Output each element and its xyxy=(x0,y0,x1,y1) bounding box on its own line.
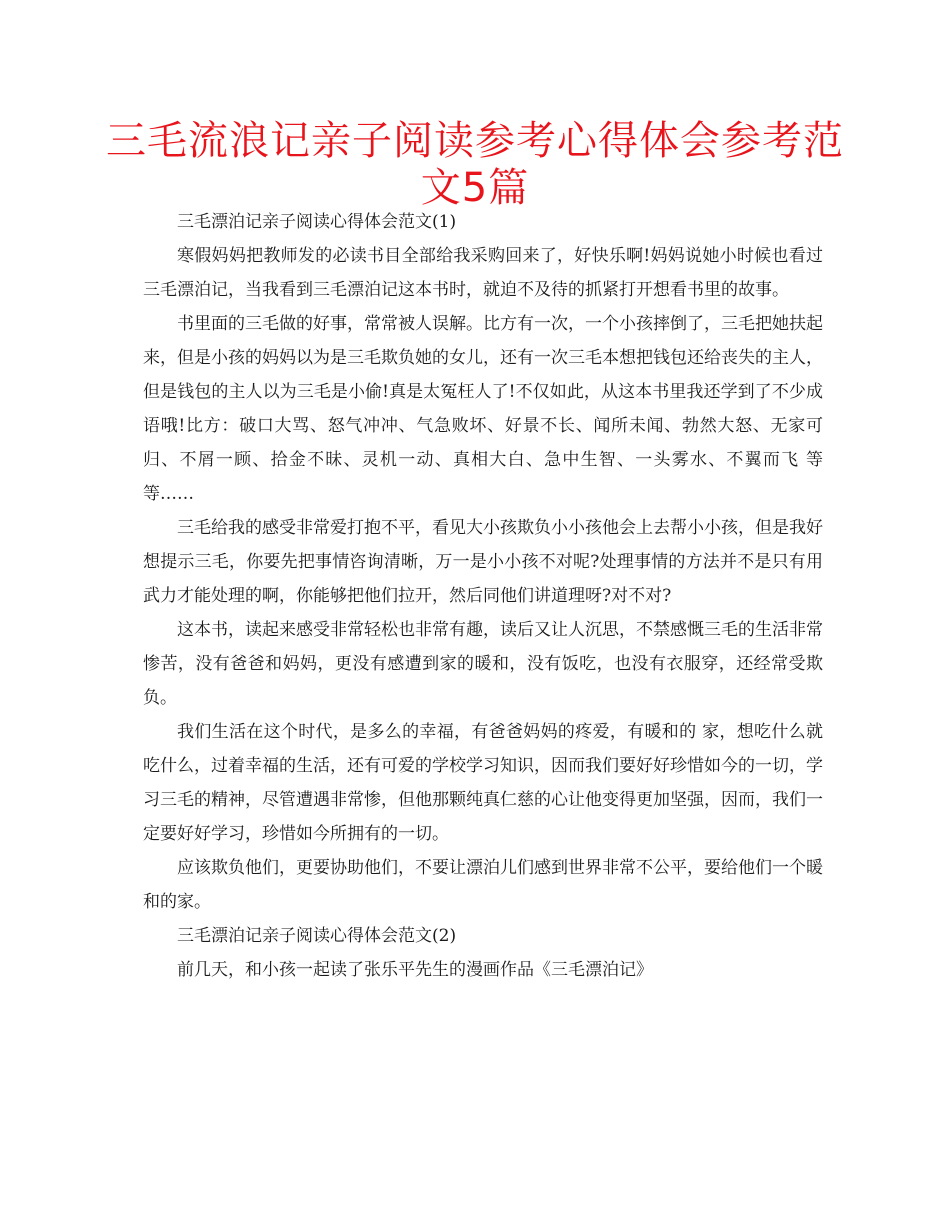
paragraph: 前几天，和小孩一起读了张乐平先生的漫画作品《三毛漂泊记》 xyxy=(177,960,653,980)
paragraph: 这本书，读起来感受非常轻松也非常有趣，读后又让人沉思，不禁感慨三毛的生活非常惨苦，没有爸爸和妈妈，更没有感遭到家的暖和，没有饭吃，也没有衣服穿，还经常受欺负。 xyxy=(143,620,823,708)
title-line-1: 三毛流浪记亲子阅读参考心得体会参考范 xyxy=(106,118,844,164)
paragraph: 书里面的三毛做的好事，常常被人误解。比方有一次，一个小孩摔倒了，三毛把她扶起来，但是小孩的妈妈以为是三毛欺负她的女儿，还有一次三毛本想把钱包还给丧失的主人，但是钱包的主人以为三毛是小偷!真是太冤枉人了!不仅如此，从这本书里我还学到了不少成语哦!比方：破口大骂、怒气冲冲、气急败坏、好景不长、闻所未闻、勃然大怒、无家可归、不屑一顾、拾金不昧、灵机一动、真相大白、急中生智、一头雾水、不翼而飞 等等…… xyxy=(143,314,823,504)
paragraph: 应该欺负他们，更要协助他们，不要让漂泊儿们感到世界非常不公平，要给他们一个暖和的家。 xyxy=(143,858,823,912)
section-heading-1: 三毛漂泊记亲子阅读心得体会范文(1) xyxy=(177,212,457,232)
paragraph: 寒假妈妈把教师发的必读书目全部给我采购回来了，好快乐啊!妈妈说她小时候也看过三毛漂泊记，当我看到三毛漂泊记这本书时，就迫不及待的抓紧打开想看书里的故事。 xyxy=(143,246,823,300)
paragraph: 我们生活在这个时代，是多么的幸福，有爸爸妈妈的疼爱，有暖和的 家，想吃什么就吃什么，过着幸福的生活，还有可爱的学校学习知识，因而我们要好好珍惜如今的一切，学习三毛的精神，尽管遭遇非常惨，但他那颗纯真仁慈的心让他变得更加坚强，因而，我们一定要好好学习，珍惜如今所拥有的一切。 xyxy=(143,722,823,844)
document-body xyxy=(143,205,823,987)
document-title xyxy=(100,118,850,212)
paragraph: 三毛给我的感受非常爱打抱不平，看见大小孩欺负小小孩他会上去帮小小孩，但是我好想提示三毛，你要先把事情咨询清晰，万一是小小孩不对呢?处理事情的方法并不是只有用武力才能处理的啊，你能够把他们拉开，然后同他们讲道理呀?对不对? xyxy=(143,518,823,606)
section-heading-2: 三毛漂泊记亲子阅读心得体会范文(2) xyxy=(177,926,457,946)
title-line-2: 文5篇 xyxy=(420,165,530,211)
